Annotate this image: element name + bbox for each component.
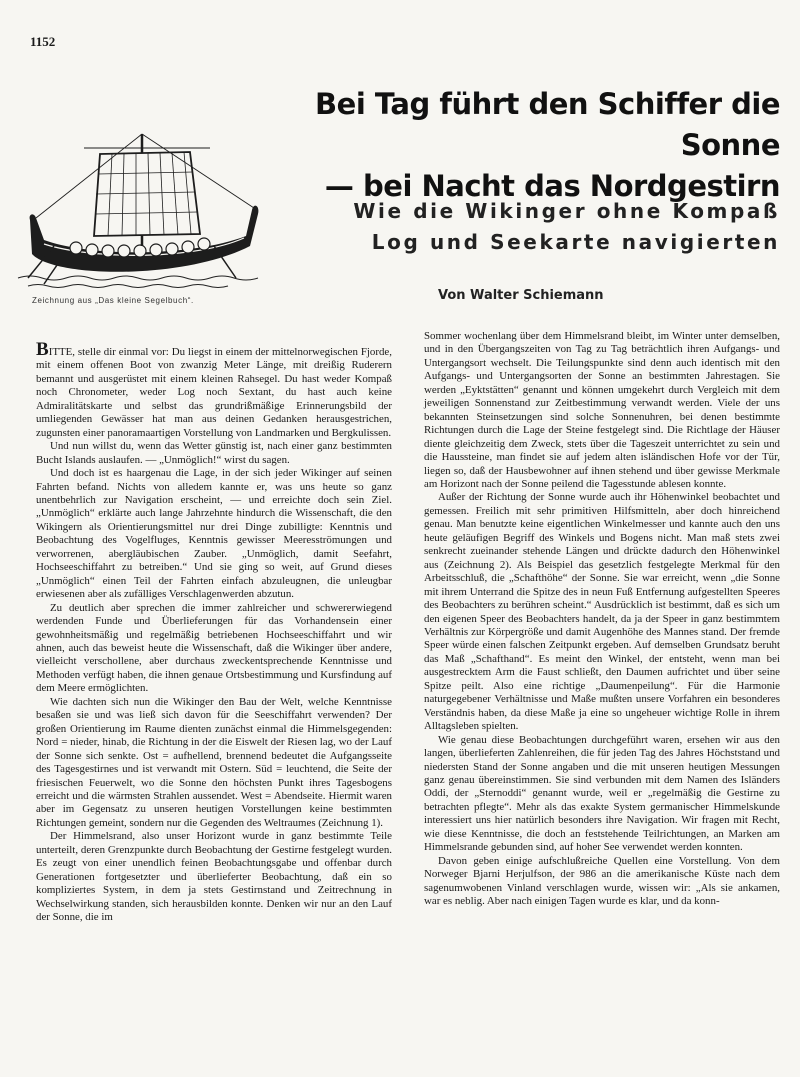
- article-title: [210, 84, 780, 207]
- paragraph: Wie genau diese Beobachtungen durchgeführt waren, ersehen wir aus den langen, überlieferten Zahlenreihen, die für jeden Tag des Jahres Höchststand und niedersten Stand der Sonne angaben und die mit unseren heutigen Messungen ganz genau übereinstimmen. Sie sind verbunden mit dem Namen des Isländers Oddi, der „Sternoddi“ genannt wurde, weil er „regelmäßig die Gestirne zu betrachten pflegte“. Mehr als das exakte System germanischer Himmelskunde interessiert uns hier natürlich besonders ihre Navigation. Wir fragen mit Recht, wie diese Kenntnisse, die doch an feststehende Teilrichtungen, an Marken am Himmelsrande gebunden sind, auf hoher See verwendet werden konnten.: [424, 733, 780, 854]
- paragraph-text: ITTE, stelle dir einmal vor: Du liegst in einem der mittelnorwegischen Fjorde, mit einem offenen Boot von zwanzig Meter Länge, mit dreißig Ruderern bemannt und ausgerüstet mit einem kleinen Rahsegel. Du hast weder Kompaß noch Chronometer, weder Log noch Sextant, du hast auch keine Admiralitätskarte und selbst das grundrißmäßige Erinnerungsbild der umliegenden Gewässer hat man aus deinen Gedanken herausgestrichen, zugunsten einer panoramaartigen Vorstellung von Landmarken und Bergkulissen.: [36, 346, 392, 439]
- drop-cap: B: [36, 339, 49, 360]
- paragraph: Sommer wochenlang über dem Himmelsrand bleibt, im Winter unter demselben, und in den Übergangszeiten von Tag zu Tag beträchtlich ihren Aufgangs- und Untergangsort wechselt. Die Teilungspunkte sind denn auch identisch mit den Aufgangs- und Untergangsorten der Sonne an bestimmten Jahrestagen. Sie werden „Eyktstätten“ genannt und können umgekehrt durch Vergleich mit dem jeweiligen Sonnenstand zur Zeitbestimmung verwandt werden. Viele der uns bekannten Steinsetzungen sind solche Sonnenuhren, bei denen bestimmte Richtungen durch die Lage der Steine festgelegt sind. Die Richtlage der Häuser diente gleichzeitig dem Zweck, stets über die Tageszeit unterrichtet zu sein und die Haussteine, man findet sie auf jedem alten isländischen Hofe vor der Tür, liegen so, daß der Hausbewohner auf ihnen stehend und über gewisse Merkmale am Horizont nach der Sonne peilend die Tagesstunde ablesen konnte.: [424, 330, 780, 490]
- illustration-caption: Zeichnung aus „Das kleine Segelbuch“.: [32, 296, 194, 305]
- title-line-2: — bei Nacht das Nordgestirn: [324, 169, 780, 203]
- paragraph: Zu deutlich aber sprechen die immer zahlreicher und schwererwiegend werdenden Funde und Überlieferungen für das Vorhandensein einer gewohnheitsmäßig und regelmäßig betriebenen Hochseeschiffahrt und wir ahnen, auch das beweist heute die Wissenschaft, daß die Wikinger über andere, vielleicht verschollene, aber durchaus zweckentsprechende Kenntnisse und Methoden verfügt haben, die ihnen genaue Ortsbestimmung und Kursfindung auf dem Meere ermöglichten.: [36, 601, 392, 695]
- paragraph: Wie dachten sich nun die Wikinger den Bau der Welt, welche Kenntnisse besaßen sie und was ließ sich davon für die Seeschiffahrt verwenden? Der großen Orientierung im Raume dienten zunächst einmal die Himmelsgegenden: Nord = nieder, hinab, die Richtung in der die Eiswelt der Riesen lag, wo der Lauf der Sonne sich senkte. Ost = aufhellend, brennend bedeutet die Aufgangsseite des Tagesgestirnes und ist verwandt mit Ostern. Süd = leuchtend, die Seite der friesischen Feuerwelt, wo die Sonne den höchsten Punkt ihres Tagesbogens erreicht und die wärmsten Strahlen aussendet. West = Abendseite. Hiermit waren aber im Gegensatz zu unseren heutigen Vorstellungen keine bestimmten Richtungen gemeint, sondern nur die Gegenden des Weltraumes (Zeichnung 1).: [36, 695, 392, 829]
- left-column: [36, 339, 392, 924]
- subtitle-line-1: Wie die Wikinger ohne Kompaß: [353, 199, 780, 223]
- paragraph: [36, 339, 392, 440]
- paragraph: Und doch ist es haargenau die Lage, in der sich jeder Wikinger auf seinen Fahrten befand. Nichts von alledem kannte er, was uns heute so ganz unentbehrlich zur Navigation erscheint, — und erreichte doch sein Ziel. „Unmöglich“ erklärte auch lange Jahrzehnte hindurch die Wissenschaft, die den Wikingern als Orientierungsmittel nur drei Dinge zubilligte: Kenntnis und Beobachtung des Vogelfluges, Kenntnis gewisser Meeresströmungen und verworrenen, abergläubischen Zauber. „Unmöglich, damit Seefahrt, Hochseeschiffahrt zu betreiben.“ Und sie ging so weit, auf Grund dieses „Unmöglich“ einen Teil der Fahrten einfach abzuleugnen, die unleugbar erwiesenen aber als zufälliges Verschlagenwerden abzutun.: [36, 467, 392, 601]
- right-column: [424, 330, 780, 908]
- subtitle-line-2: Log und Seekarte navigierten: [371, 230, 780, 254]
- paragraph: Außer der Richtung der Sonne wurde auch ihr Höhenwinkel beobachtet und gemessen. Freilich mit sehr primitiven Hilfsmitteln, aber doch hinreichend genau. Man benutzte keine eigentlichen Winkelmesser und kannte auch den uns heute geläufigen Begriff des Winkels und Bogens nicht. Man maß stets zwei senkrecht zueinander stehende Längen und drückte dadurch den Höhenwinkel aus (Zeichnung 2). Als Beispiel das gesetzlich festgelegte Merkmal für den Arbeitsschluß, die „Schafthöhe“ der Sonne. Sie war erreicht, wenn „die Sonne mit ihrem Unterrand die Spitze des in neun Fuß Entfernung aufgestellten Speeres des Beobachters zu berühren scheint.“ Ausdrücklich ist bestimmt, daß es sich um den eigenen Speer des Beobachters handelt, da ja der Speer in ganz bestimmtem Verhältnis zur Körpergröße und damit Augenhöhe des Mannes stand. Der fremde Speer würde einen falschen Zeitpunkt ergeben. Auf demselben Grundsatz beruht das Maß „Schafthand“. Es meint den Winkel, der entsteht, wenn man bei ausgestrecktem Arm die Faust schließt, den Daumen aufrichtet und über seine Spitze peilt. Also eine richtige „Daumenpeilung“. Für die Harmonie naturgegebener Verhältnisse und Maße mußten unsere Vorfahren ein besonderes Verständnis haben, da diese Maße ja eine so ungeheuer wichtige Rolle in ihrem Alltagsleben spielten.: [424, 491, 780, 733]
- paragraph: Der Himmelsrand, also unser Horizont wurde in ganz bestimmte Teile unterteilt, deren Grenzpunkte durch Beobachtung der Gestirne festgelegt wurden. Es zeugt von einer unendlich feinen Beobachtungsgabe und offenbar durch Generationen fortgesetzter und überlieferter Beobachtung, daß ein so kompliziertes System, in dem ja stets Gestirnstand und Zeitrechnung in Wechselwirkung standen, sich herausbilden konnte. Denken wir nur an den Lauf der Sonne, die im: [36, 830, 392, 924]
- paragraph: Davon geben einige aufschlußreiche Quellen eine Vorstellung. Von dem Norweger Bjarni Herjulfson, der 986 an die amerikanische Küste nach dem sagenumwobenen Vinland verschlagen wurde, wissen wir: „Als sie ankamen, war es neblig. Aber nach einigen Tagen wurde es klar, und da konn-: [424, 854, 780, 908]
- paragraph: Und nun willst du, wenn das Wetter günstig ist, nach einer ganz bestimmten Bucht Islands auslaufen. — „Unmöglich!“ wirst du sagen.: [36, 440, 392, 466]
- author-byline: Von Walter Schiemann: [438, 288, 604, 303]
- viking-ship-illustration: [14, 128, 272, 292]
- title-line-1: Bei Tag führt den Schiffer die Sonne: [315, 87, 780, 162]
- page-number: 1152: [30, 34, 56, 49]
- article-subtitle: [290, 196, 780, 258]
